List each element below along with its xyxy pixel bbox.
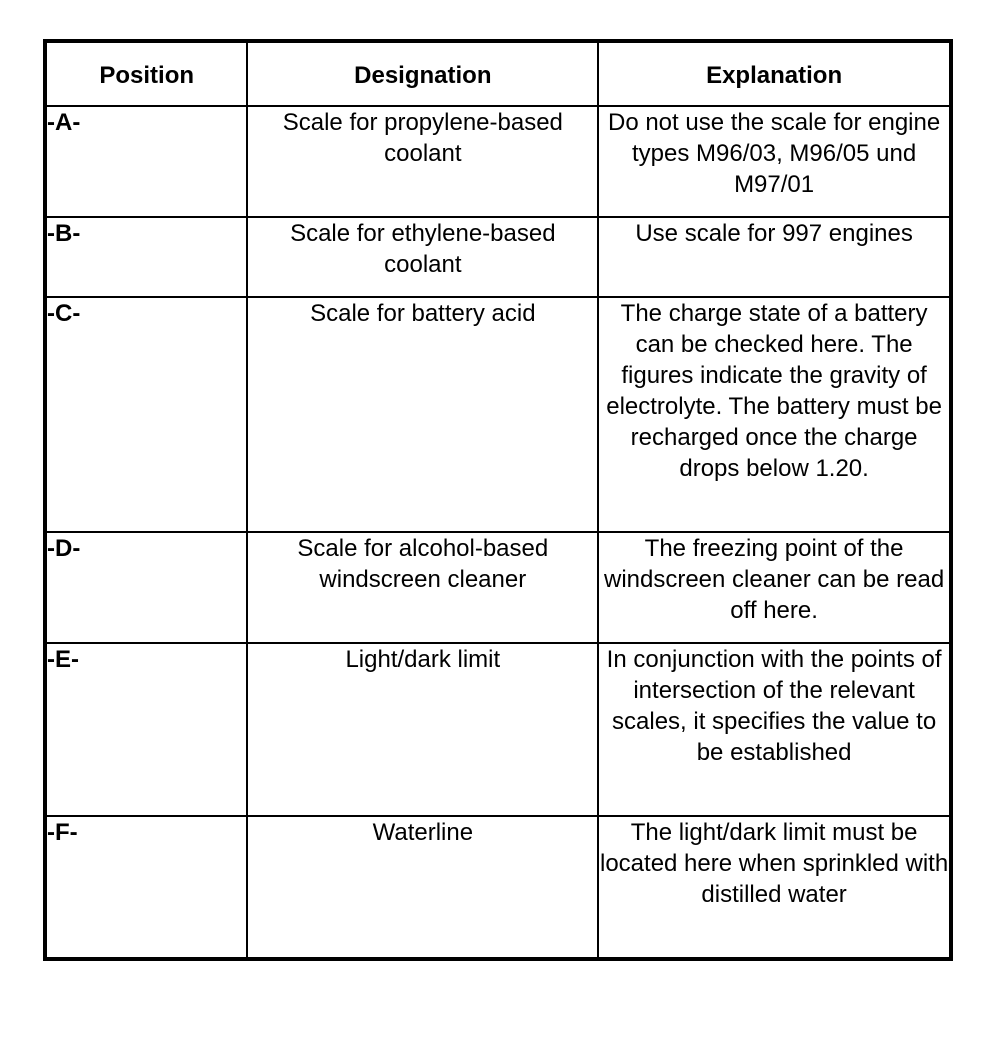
explanation-cell: The charge state of a battery can be checked here. The figures indicate the gravity of electrolyte. The battery must be recharged once the charge drops below 1.20.	[598, 297, 951, 532]
designation-cell: Scale for battery acid	[247, 297, 598, 532]
header-position: Position	[45, 41, 247, 106]
table-row	[45, 816, 951, 959]
position-cell: -C-	[45, 297, 247, 532]
position-cell: -D-	[45, 532, 247, 643]
designation-cell: Scale for alcohol-based windscreen cleaner	[247, 532, 598, 643]
position-cell: -F-	[45, 816, 247, 959]
explanation-cell: The freezing point of the windscreen cleaner can be read off here.	[598, 532, 951, 643]
designation-cell: Light/dark limit	[247, 643, 598, 816]
header-designation: Designation	[247, 41, 598, 106]
table-row	[45, 297, 951, 532]
table-row	[45, 532, 951, 643]
designation-cell: Scale for propylene-based coolant	[247, 106, 598, 217]
position-cell: -E-	[45, 643, 247, 816]
header-explanation: Explanation	[598, 41, 951, 106]
refractometer-scale-table	[43, 39, 953, 961]
table-row	[45, 217, 951, 297]
table-row	[45, 106, 951, 217]
explanation-cell: Use scale for 997 engines	[598, 217, 951, 297]
explanation-cell: Do not use the scale for engine types M96/03, M96/05 und M97/01	[598, 106, 951, 217]
table-header-row	[45, 41, 951, 106]
explanation-cell: In conjunction with the points of intersection of the relevant scales, it specifies the value to be established	[598, 643, 951, 816]
table-row	[45, 643, 951, 816]
position-cell: -A-	[45, 106, 247, 217]
designation-cell: Waterline	[247, 816, 598, 959]
position-cell: -B-	[45, 217, 247, 297]
designation-cell: Scale for ethylene-based coolant	[247, 217, 598, 297]
explanation-cell: The light/dark limit must be located here when sprinkled with distilled water	[598, 816, 951, 959]
